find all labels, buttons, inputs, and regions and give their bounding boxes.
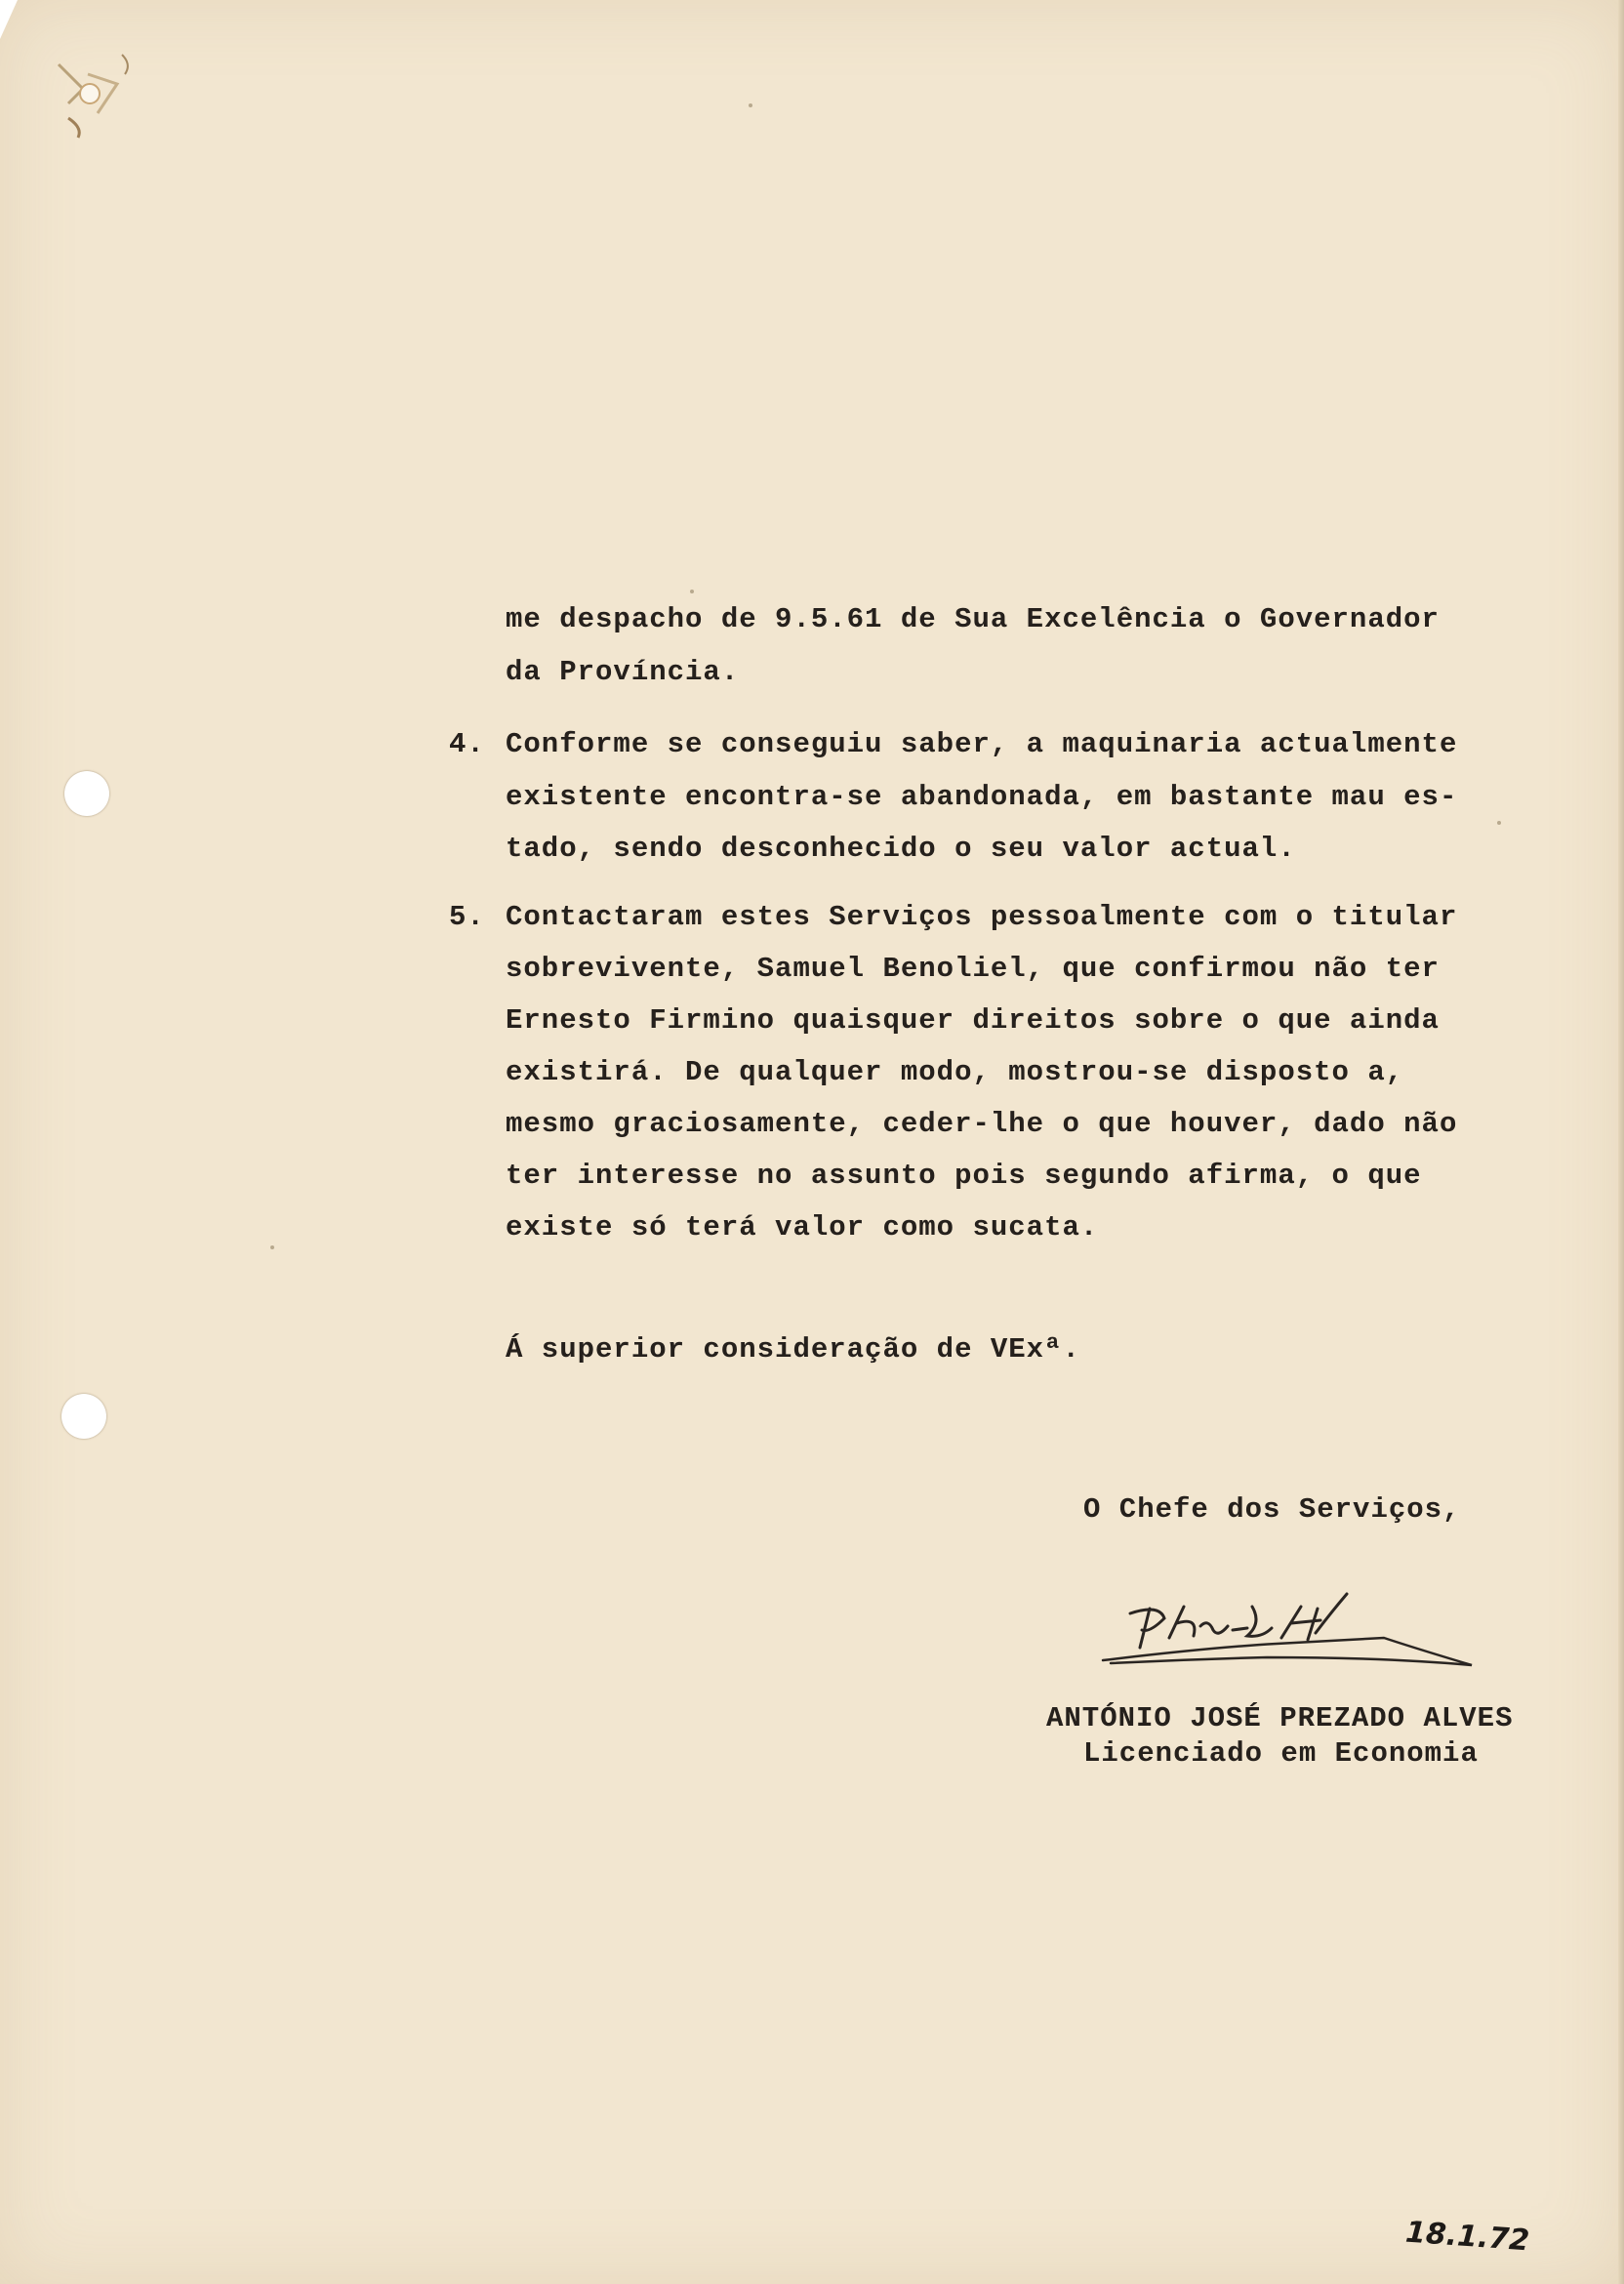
text-line: Contactaram estes Serviços pessoalmente com o titular xyxy=(506,901,1458,933)
handwritten-date: 18.1.72 xyxy=(1403,2215,1531,2259)
page-edge xyxy=(1618,0,1624,2284)
paragraph-number: 5. xyxy=(449,901,485,933)
text-line: da Província. xyxy=(506,656,740,688)
handwritten-signature xyxy=(1091,1579,1482,1677)
torn-corner xyxy=(0,0,18,39)
signatory-name: ANTÓNIO JOSÉ PREZADO ALVES xyxy=(1046,1702,1514,1734)
paper-speck xyxy=(270,1245,274,1249)
text-line: existente encontra-se abandonada, em bastante mau es- xyxy=(506,781,1458,813)
text-line: existe só terá valor como sucata. xyxy=(506,1211,1099,1244)
text-line: Á superior consideração de VExª. xyxy=(506,1333,1080,1366)
signoff-title: O Chefe dos Serviços, xyxy=(1083,1493,1461,1526)
paper-speck xyxy=(1497,821,1501,825)
staple-mark-icon xyxy=(39,35,146,143)
text-line: existirá. De qualquer modo, mostrou-se disposto a, xyxy=(506,1056,1404,1088)
text-line: sobrevivente, Samuel Benoliel, que confirmou não ter xyxy=(506,953,1440,985)
paper-speck xyxy=(690,590,694,593)
text-line: Conforme se conseguiu saber, a maquinaria actualmente xyxy=(506,728,1458,760)
text-line: Ernesto Firmino quaisquer direitos sobre o que ainda xyxy=(506,1004,1440,1037)
punch-hole-bottom xyxy=(61,1394,106,1439)
signatory-role: Licenciado em Economia xyxy=(1083,1737,1479,1770)
text-line: tado, sendo desconhecido o seu valor actual. xyxy=(506,833,1296,865)
paper-speck xyxy=(749,103,752,107)
punch-hole-top xyxy=(64,771,109,816)
paragraph-number: 4. xyxy=(449,728,485,760)
text-line: me despacho de 9.5.61 de Sua Excelência o Governador xyxy=(506,603,1440,635)
text-line: ter interesse no assunto pois segundo afirma, o que xyxy=(506,1160,1422,1192)
text-line: mesmo graciosamente, ceder-lhe o que houver, dado não xyxy=(506,1108,1458,1140)
